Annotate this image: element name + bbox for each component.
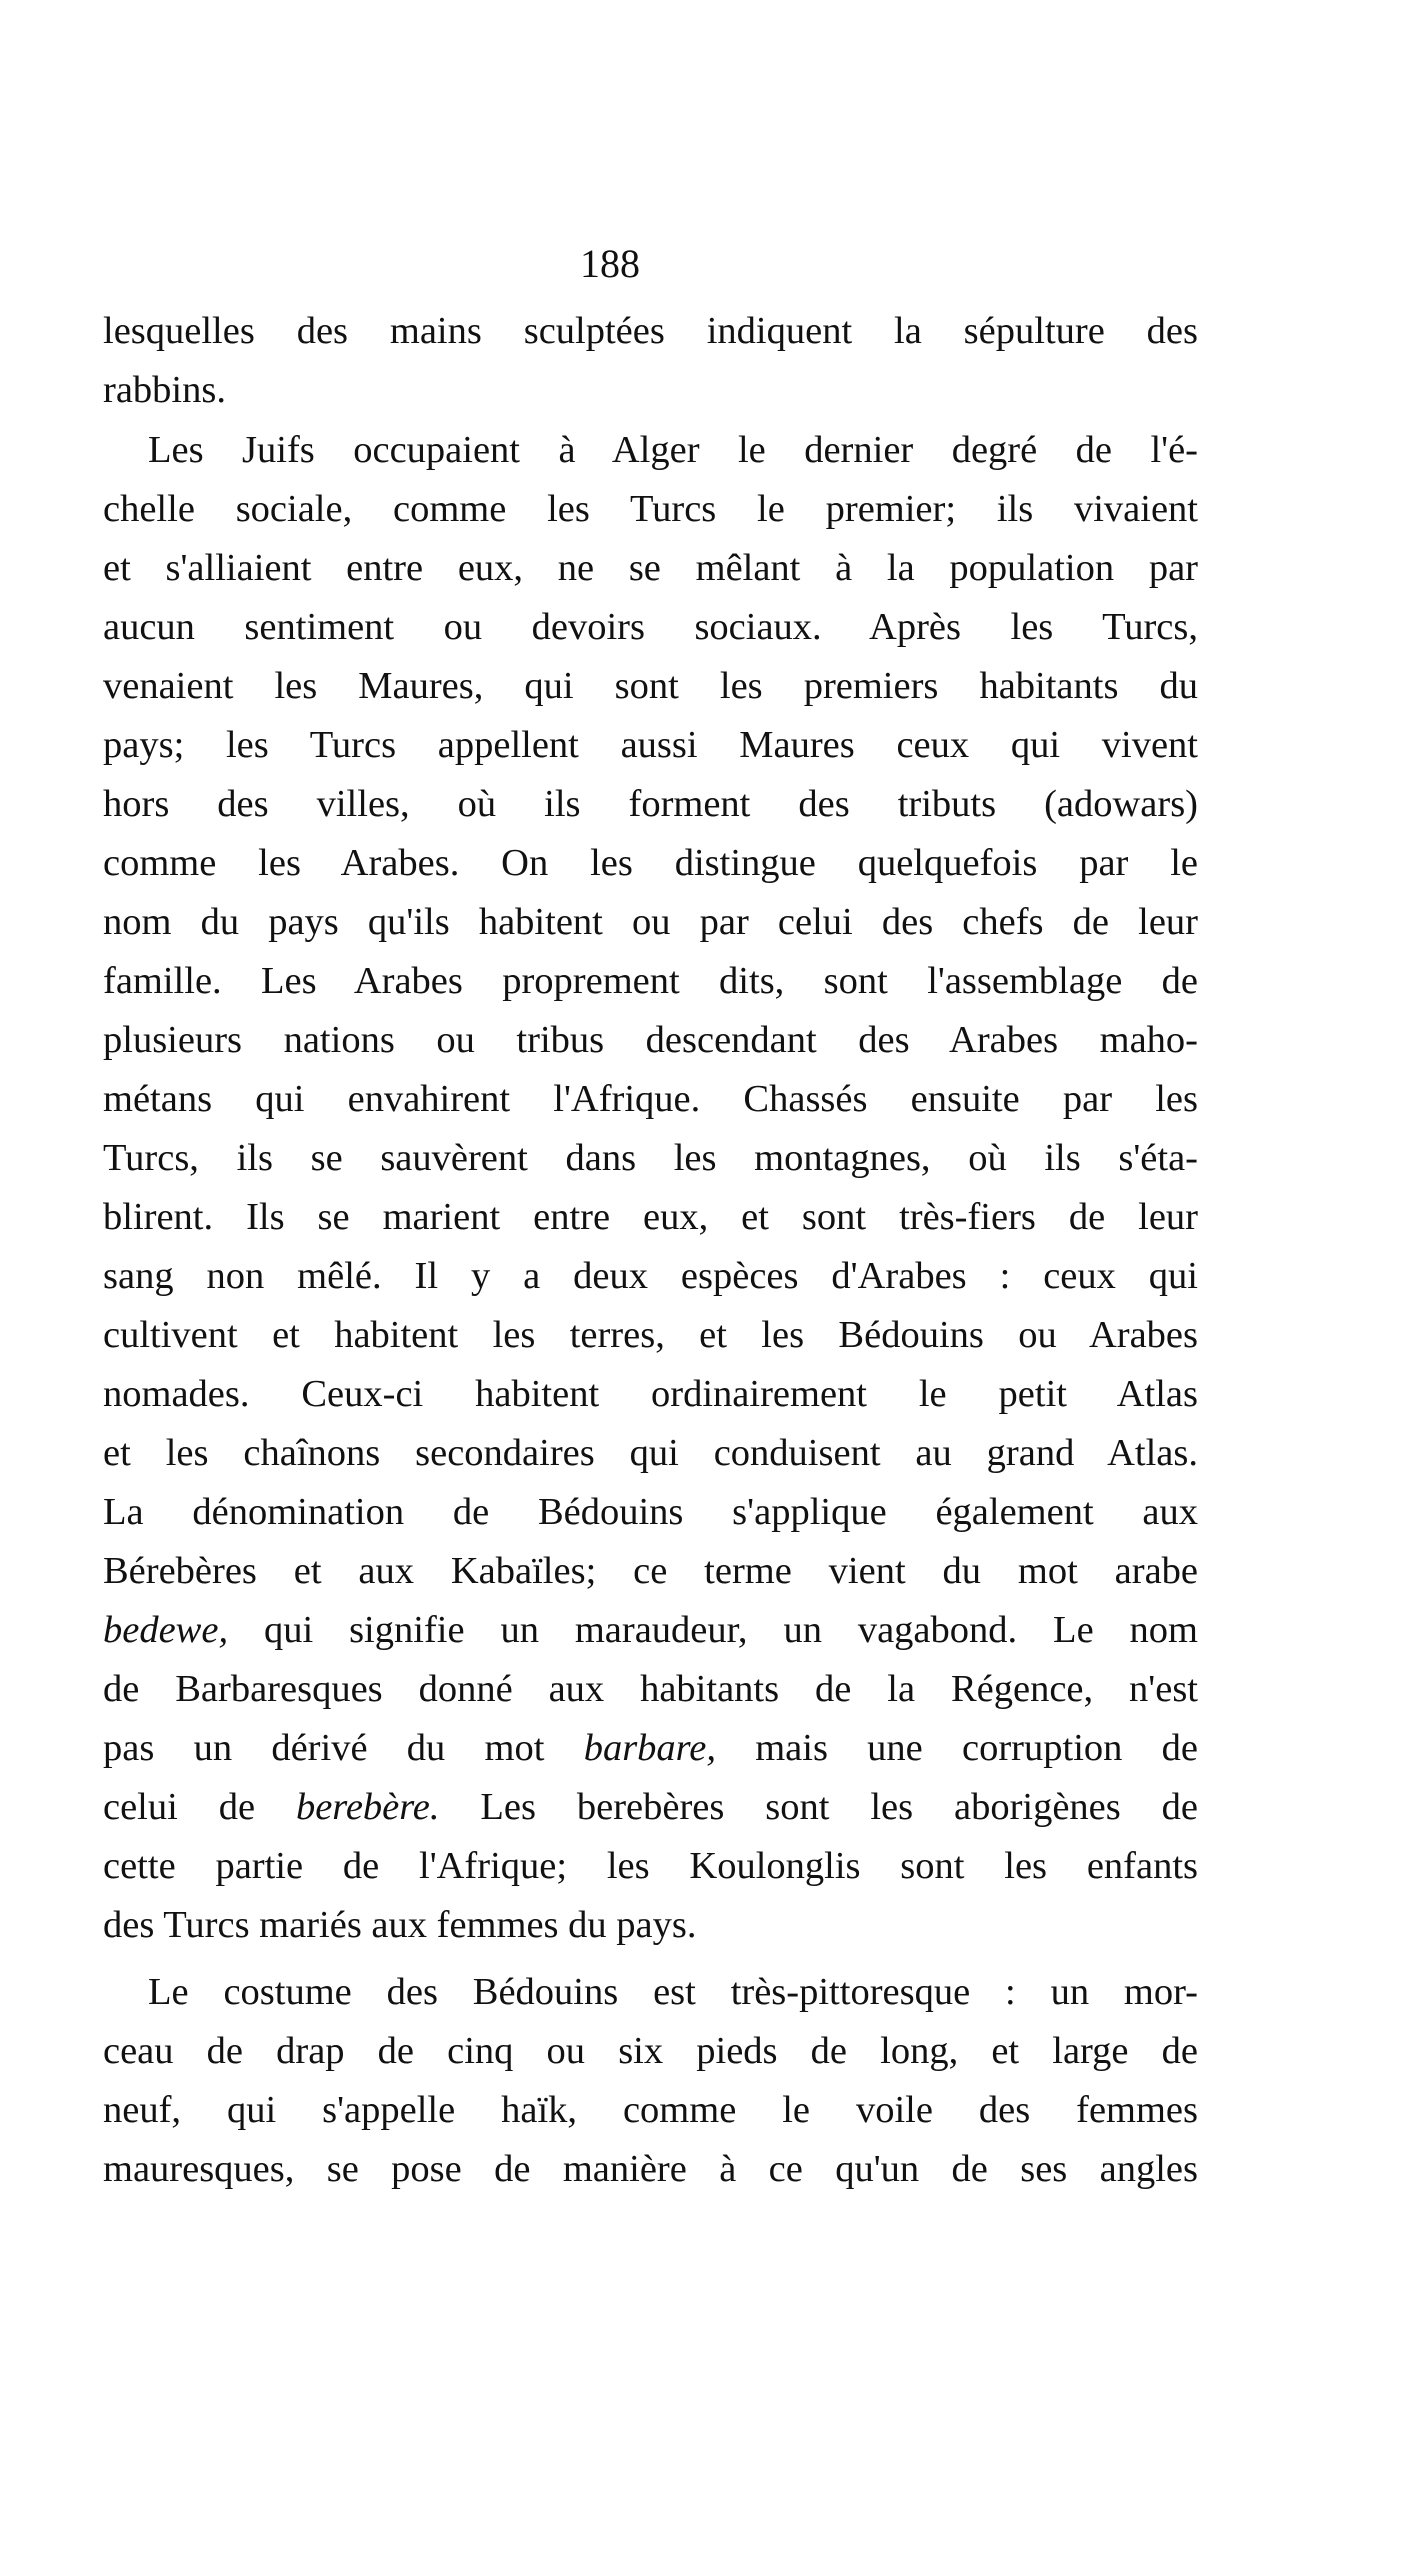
text-line: nom du pays qu'ils habitent ou par celui des chefs de leur [103, 901, 1198, 943]
text-line [103, 1605, 1198, 1655]
italic-term: berebère. [295, 1786, 440, 1828]
text-line: lesquelles des mains sculptées indiquent la sépulture des [103, 310, 1198, 352]
text-segment: pas un dérivé du mot [103, 1727, 584, 1769]
paragraph-start-line: Le costume des Bédouins est très-pittoresque : un mor- [148, 1971, 1198, 2013]
text-line: mauresques, se pose de manière à ce qu'un de ses angles [103, 2148, 1198, 2190]
text-line: comme les Arabes. On les distingue quelquefois par le [103, 842, 1198, 884]
text-line: ceau de drap de cinq ou six pieds de long, et large de [103, 2030, 1198, 2072]
text-line: famille. Les Arabes proprement dits, sont l'assemblage de [103, 960, 1198, 1002]
text-segment: qui signifie un maraudeur, un vagabond. Le nom [228, 1609, 1198, 1651]
italic-term: bedewe, [103, 1609, 229, 1651]
text-line: pays; les Turcs appellent aussi Maures ceux qui vivent [103, 724, 1198, 766]
text-line: Bérebères et aux Kabaïles; ce terme vient du mot arabe [103, 1550, 1198, 1592]
text-line: cette partie de l'Afrique; les Koulonglis sont les enfants [103, 1845, 1198, 1887]
text-line: métans qui envahirent l'Afrique. Chassés ensuite par les [103, 1078, 1198, 1120]
text-segment: celui de [103, 1786, 296, 1828]
text-line: sang non mêlé. Il y a deux espèces d'Arabes : ceux qui [103, 1255, 1198, 1297]
text-line: rabbins. [103, 369, 226, 411]
text-line: blirent. Ils se marient entre eux, et sont très-fiers de leur [103, 1196, 1198, 1238]
text-line: des Turcs mariés aux femmes du pays. [103, 1904, 697, 1946]
text-line: chelle sociale, comme les Turcs le premier; ils vivaient [103, 488, 1198, 530]
paragraph-start-line: Les Juifs occupaient à Alger le dernier degré de l'é- [148, 429, 1198, 471]
text-line: et les chaînons secondaires qui conduisent au grand Atlas. [103, 1432, 1198, 1474]
italic-term: barbare, [583, 1727, 716, 1769]
page-number: 188 [580, 241, 640, 286]
text-line: La dénomination de Bédouins s'applique également aux [103, 1491, 1198, 1533]
text-line: et s'alliaient entre eux, ne se mêlant à la population par [103, 547, 1198, 589]
text-line: cultivent et habitent les terres, et les Bédouins ou Arabes [103, 1314, 1198, 1356]
text-line: plusieurs nations ou tribus descendant des Arabes maho- [103, 1019, 1198, 1061]
text-line: nomades. Ceux-ci habitent ordinairement le petit Atlas [103, 1373, 1198, 1415]
text-line: aucun sentiment ou devoirs sociaux. Après les Turcs, [103, 606, 1198, 648]
text-line [103, 1782, 1198, 1832]
text-line: de Barbaresques donné aux habitants de la Régence, n'est [103, 1668, 1198, 1710]
text-line: Turcs, ils se sauvèrent dans les montagnes, où ils s'éta- [103, 1137, 1198, 1179]
text-segment: Les berebères sont les aborigènes de [439, 1786, 1198, 1828]
text-line: venaient les Maures, qui sont les premiers habitants du [103, 665, 1198, 707]
text-segment: mais une corruption de [715, 1727, 1198, 1769]
text-line [103, 1723, 1198, 1773]
text-line: neuf, qui s'appelle haïk, comme le voile des femmes [103, 2089, 1198, 2131]
text-line: hors des villes, où ils forment des tributs (adowars) [103, 783, 1198, 825]
